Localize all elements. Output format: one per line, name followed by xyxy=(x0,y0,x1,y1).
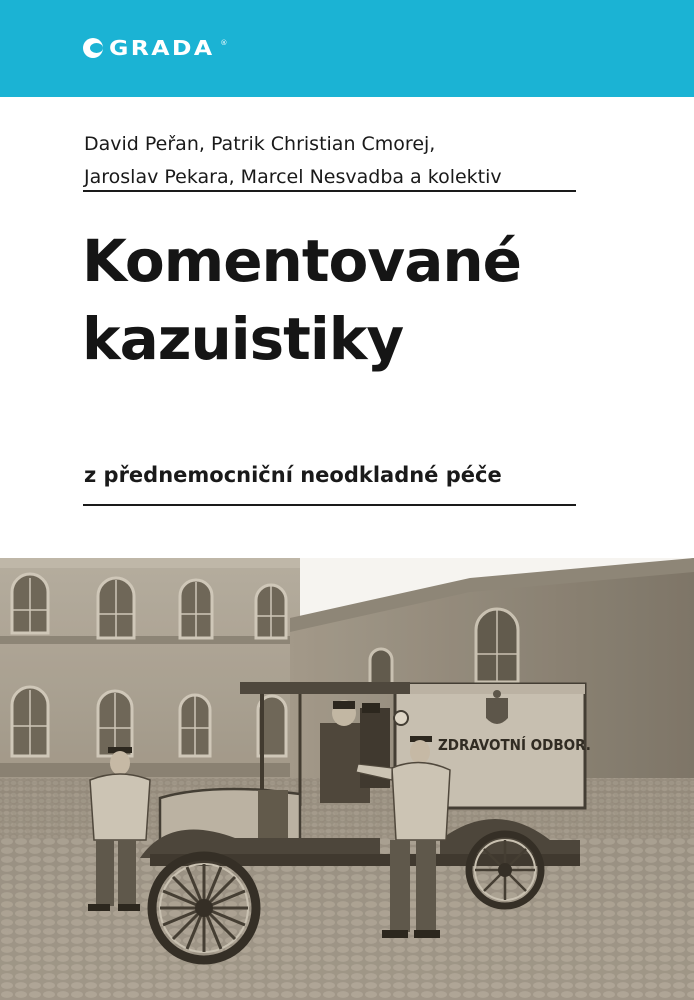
book-title xyxy=(82,222,642,378)
title-line-1: Komentované xyxy=(82,227,521,295)
authors-divider xyxy=(83,190,576,192)
registered-mark: ® xyxy=(220,39,228,47)
photo-illustration xyxy=(0,558,694,1000)
title-line-2: kazuistiky xyxy=(82,305,404,373)
publisher-logo xyxy=(83,36,227,60)
publisher-name: GRADA xyxy=(109,36,215,60)
authors-line-1: David Peřan, Patrik Christian Cmorej, xyxy=(84,133,436,155)
authors-line-2: Jaroslav Pekara, Marcel Nesvadba a kolektiv xyxy=(84,166,502,188)
authors-block xyxy=(84,128,584,194)
publisher-band xyxy=(0,0,694,97)
cover-photograph xyxy=(0,558,694,1000)
grada-logo-icon xyxy=(83,38,103,58)
book-subtitle: z přednemocniční neodkladné péče xyxy=(84,463,502,487)
subtitle-divider xyxy=(83,504,576,506)
vehicle-sign-text: ZDRAVOTNÍ ODBOR. xyxy=(438,736,591,754)
